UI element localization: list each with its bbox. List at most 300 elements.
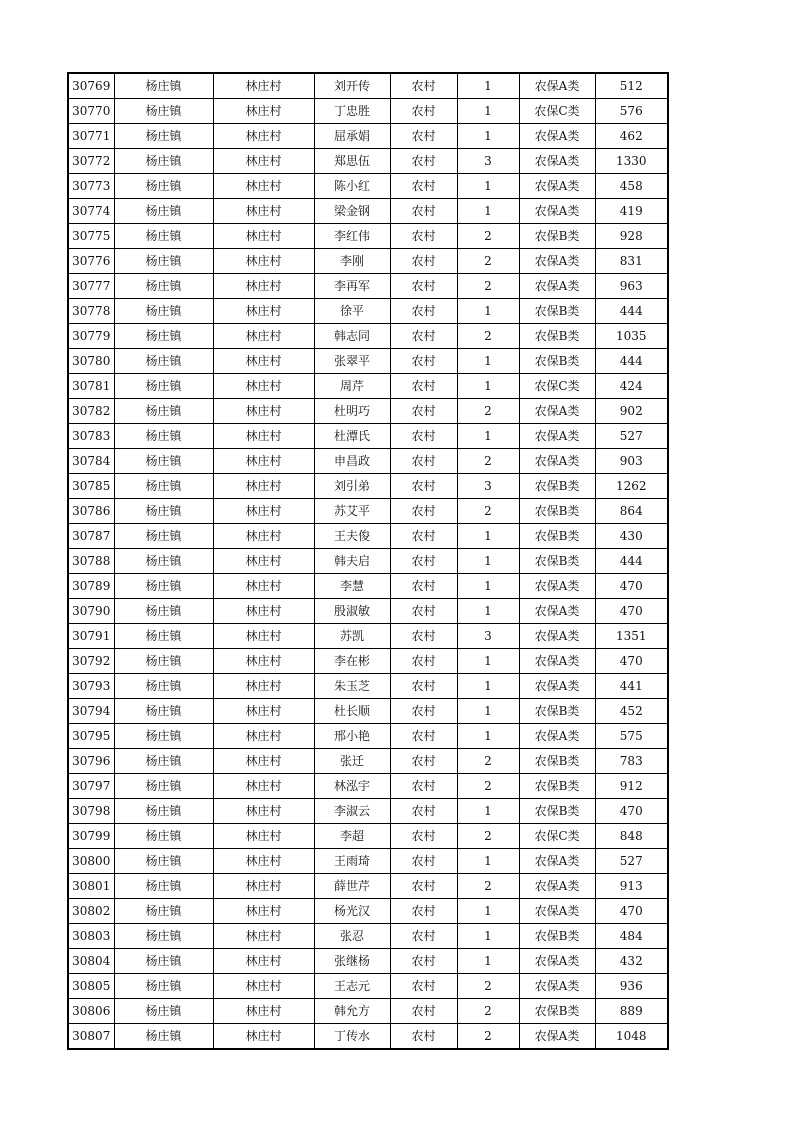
cell-record-id: 30793 [68, 674, 114, 699]
cell-household-type: 农村 [390, 649, 457, 674]
cell-household-type: 农村 [390, 924, 457, 949]
cell-insurance-category: 农保C类 [519, 374, 595, 399]
cell-member-count: 2 [457, 274, 519, 299]
table-row [68, 949, 668, 974]
cell-town: 杨庄镇 [114, 949, 213, 974]
cell-record-id: 30805 [68, 974, 114, 999]
cell-town: 杨庄镇 [114, 524, 213, 549]
cell-village: 林庄村 [213, 73, 314, 99]
cell-member-count: 2 [457, 774, 519, 799]
cell-village: 林庄村 [213, 224, 314, 249]
cell-household-type: 农村 [390, 224, 457, 249]
records-table [67, 72, 669, 1050]
cell-household-type: 农村 [390, 124, 457, 149]
cell-amount: 444 [595, 549, 668, 574]
cell-village: 林庄村 [213, 824, 314, 849]
cell-record-id: 30800 [68, 849, 114, 874]
cell-insurance-category: 农保A类 [519, 449, 595, 474]
cell-name: 王夫俊 [314, 524, 390, 549]
cell-record-id: 30788 [68, 549, 114, 574]
cell-insurance-category: 农保A类 [519, 849, 595, 874]
cell-member-count: 1 [457, 699, 519, 724]
cell-name: 刘引弟 [314, 474, 390, 499]
table-row [68, 174, 668, 199]
cell-amount: 889 [595, 999, 668, 1024]
cell-insurance-category: 农保A类 [519, 124, 595, 149]
cell-village: 林庄村 [213, 199, 314, 224]
cell-name: 韩夫启 [314, 549, 390, 574]
cell-name: 申昌政 [314, 449, 390, 474]
cell-household-type: 农村 [390, 699, 457, 724]
cell-village: 林庄村 [213, 174, 314, 199]
cell-record-id: 30802 [68, 899, 114, 924]
cell-insurance-category: 农保C类 [519, 824, 595, 849]
cell-insurance-category: 农保B类 [519, 324, 595, 349]
cell-name: 李在彬 [314, 649, 390, 674]
cell-insurance-category: 农保B类 [519, 799, 595, 824]
cell-amount: 1048 [595, 1024, 668, 1050]
cell-member-count: 2 [457, 999, 519, 1024]
cell-member-count: 1 [457, 299, 519, 324]
cell-amount: 444 [595, 299, 668, 324]
cell-town: 杨庄镇 [114, 349, 213, 374]
cell-insurance-category: 农保B类 [519, 924, 595, 949]
cell-insurance-category: 农保A类 [519, 274, 595, 299]
cell-amount: 419 [595, 199, 668, 224]
cell-amount: 936 [595, 974, 668, 999]
table-row [68, 674, 668, 699]
cell-insurance-category: 农保A类 [519, 149, 595, 174]
cell-village: 林庄村 [213, 624, 314, 649]
cell-insurance-category: 农保A类 [519, 949, 595, 974]
cell-village: 林庄村 [213, 724, 314, 749]
cell-village: 林庄村 [213, 649, 314, 674]
cell-town: 杨庄镇 [114, 274, 213, 299]
cell-record-id: 30781 [68, 374, 114, 399]
cell-member-count: 2 [457, 1024, 519, 1050]
cell-household-type: 农村 [390, 599, 457, 624]
cell-insurance-category: 农保A类 [519, 424, 595, 449]
cell-name: 丁忠胜 [314, 99, 390, 124]
cell-record-id: 30777 [68, 274, 114, 299]
cell-town: 杨庄镇 [114, 399, 213, 424]
cell-household-type: 农村 [390, 424, 457, 449]
table-row [68, 574, 668, 599]
cell-member-count: 2 [457, 324, 519, 349]
cell-town: 杨庄镇 [114, 474, 213, 499]
cell-town: 杨庄镇 [114, 624, 213, 649]
cell-record-id: 30794 [68, 699, 114, 724]
cell-town: 杨庄镇 [114, 924, 213, 949]
cell-village: 林庄村 [213, 1024, 314, 1050]
cell-amount: 462 [595, 124, 668, 149]
cell-household-type: 农村 [390, 474, 457, 499]
cell-household-type: 农村 [390, 73, 457, 99]
cell-town: 杨庄镇 [114, 699, 213, 724]
cell-record-id: 30785 [68, 474, 114, 499]
cell-record-id: 30797 [68, 774, 114, 799]
cell-town: 杨庄镇 [114, 824, 213, 849]
cell-member-count: 1 [457, 524, 519, 549]
cell-amount: 527 [595, 424, 668, 449]
cell-village: 林庄村 [213, 574, 314, 599]
table-row [68, 624, 668, 649]
cell-town: 杨庄镇 [114, 799, 213, 824]
cell-village: 林庄村 [213, 449, 314, 474]
cell-name: 王雨琦 [314, 849, 390, 874]
cell-member-count: 1 [457, 899, 519, 924]
cell-member-count: 2 [457, 249, 519, 274]
cell-village: 林庄村 [213, 799, 314, 824]
cell-amount: 470 [595, 599, 668, 624]
table-row [68, 399, 668, 424]
cell-insurance-category: 农保B类 [519, 549, 595, 574]
table-row [68, 299, 668, 324]
cell-village: 林庄村 [213, 699, 314, 724]
cell-village: 林庄村 [213, 849, 314, 874]
cell-town: 杨庄镇 [114, 974, 213, 999]
cell-amount: 441 [595, 674, 668, 699]
cell-insurance-category: 农保B类 [519, 349, 595, 374]
cell-village: 林庄村 [213, 99, 314, 124]
cell-household-type: 农村 [390, 499, 457, 524]
cell-town: 杨庄镇 [114, 999, 213, 1024]
cell-record-id: 30771 [68, 124, 114, 149]
cell-amount: 470 [595, 799, 668, 824]
cell-village: 林庄村 [213, 124, 314, 149]
cell-record-id: 30801 [68, 874, 114, 899]
cell-member-count: 1 [457, 849, 519, 874]
table-row [68, 149, 668, 174]
table-row [68, 324, 668, 349]
cell-village: 林庄村 [213, 524, 314, 549]
cell-name: 杨光汉 [314, 899, 390, 924]
table-row [68, 224, 668, 249]
cell-name: 周芹 [314, 374, 390, 399]
cell-insurance-category: 农保A类 [519, 649, 595, 674]
cell-town: 杨庄镇 [114, 1024, 213, 1050]
cell-amount: 928 [595, 224, 668, 249]
table-row [68, 724, 668, 749]
cell-member-count: 2 [457, 499, 519, 524]
cell-name: 郑思伍 [314, 149, 390, 174]
cell-village: 林庄村 [213, 924, 314, 949]
cell-amount: 913 [595, 874, 668, 899]
cell-insurance-category: 农保A类 [519, 73, 595, 99]
cell-household-type: 农村 [390, 574, 457, 599]
cell-member-count: 2 [457, 974, 519, 999]
cell-amount: 1351 [595, 624, 668, 649]
cell-amount: 864 [595, 499, 668, 524]
cell-name: 韩允方 [314, 999, 390, 1024]
cell-amount: 432 [595, 949, 668, 974]
cell-member-count: 1 [457, 124, 519, 149]
table-body [68, 73, 668, 1049]
cell-insurance-category: 农保A类 [519, 624, 595, 649]
cell-record-id: 30806 [68, 999, 114, 1024]
cell-amount: 452 [595, 699, 668, 724]
table-row [68, 124, 668, 149]
cell-name: 李超 [314, 824, 390, 849]
cell-insurance-category: 农保B类 [519, 774, 595, 799]
cell-town: 杨庄镇 [114, 574, 213, 599]
cell-household-type: 农村 [390, 799, 457, 824]
cell-village: 林庄村 [213, 974, 314, 999]
cell-insurance-category: 农保A类 [519, 724, 595, 749]
table-row [68, 99, 668, 124]
cell-record-id: 30773 [68, 174, 114, 199]
table-row [68, 274, 668, 299]
cell-town: 杨庄镇 [114, 874, 213, 899]
cell-record-id: 30784 [68, 449, 114, 474]
table-row [68, 649, 668, 674]
cell-town: 杨庄镇 [114, 449, 213, 474]
cell-member-count: 1 [457, 674, 519, 699]
cell-member-count: 2 [457, 824, 519, 849]
cell-insurance-category: 农保B类 [519, 524, 595, 549]
cell-name: 陈小红 [314, 174, 390, 199]
cell-household-type: 农村 [390, 624, 457, 649]
cell-village: 林庄村 [213, 899, 314, 924]
cell-household-type: 农村 [390, 99, 457, 124]
cell-record-id: 30778 [68, 299, 114, 324]
table-row [68, 599, 668, 624]
cell-record-id: 30775 [68, 224, 114, 249]
cell-town: 杨庄镇 [114, 224, 213, 249]
cell-town: 杨庄镇 [114, 599, 213, 624]
cell-name: 李刚 [314, 249, 390, 274]
cell-town: 杨庄镇 [114, 324, 213, 349]
table-row [68, 449, 668, 474]
cell-household-type: 农村 [390, 274, 457, 299]
cell-village: 林庄村 [213, 299, 314, 324]
cell-member-count: 3 [457, 624, 519, 649]
cell-amount: 512 [595, 73, 668, 99]
cell-name: 杜明巧 [314, 399, 390, 424]
table-row [68, 349, 668, 374]
cell-name: 殷淑敏 [314, 599, 390, 624]
table-row [68, 73, 668, 99]
cell-record-id: 30789 [68, 574, 114, 599]
cell-insurance-category: 农保A类 [519, 199, 595, 224]
cell-household-type: 农村 [390, 249, 457, 274]
cell-name: 苏凯 [314, 624, 390, 649]
cell-name: 林泓宇 [314, 774, 390, 799]
cell-amount: 1330 [595, 149, 668, 174]
cell-record-id: 30791 [68, 624, 114, 649]
cell-household-type: 农村 [390, 849, 457, 874]
cell-member-count: 1 [457, 924, 519, 949]
cell-village: 林庄村 [213, 149, 314, 174]
cell-household-type: 农村 [390, 449, 457, 474]
cell-household-type: 农村 [390, 199, 457, 224]
cell-village: 林庄村 [213, 599, 314, 624]
cell-village: 林庄村 [213, 249, 314, 274]
cell-insurance-category: 农保A类 [519, 249, 595, 274]
table-row [68, 1024, 668, 1050]
cell-record-id: 30798 [68, 799, 114, 824]
cell-amount: 430 [595, 524, 668, 549]
cell-household-type: 农村 [390, 549, 457, 574]
cell-town: 杨庄镇 [114, 124, 213, 149]
cell-amount: 484 [595, 924, 668, 949]
cell-village: 林庄村 [213, 374, 314, 399]
cell-amount: 470 [595, 649, 668, 674]
cell-town: 杨庄镇 [114, 649, 213, 674]
cell-town: 杨庄镇 [114, 674, 213, 699]
cell-amount: 576 [595, 99, 668, 124]
cell-member-count: 1 [457, 649, 519, 674]
cell-name: 王志元 [314, 974, 390, 999]
cell-village: 林庄村 [213, 499, 314, 524]
cell-amount: 470 [595, 574, 668, 599]
table-row [68, 374, 668, 399]
cell-village: 林庄村 [213, 999, 314, 1024]
cell-name: 李红伟 [314, 224, 390, 249]
cell-household-type: 农村 [390, 1024, 457, 1050]
cell-record-id: 30787 [68, 524, 114, 549]
table-row [68, 924, 668, 949]
cell-household-type: 农村 [390, 949, 457, 974]
cell-amount: 902 [595, 399, 668, 424]
cell-household-type: 农村 [390, 374, 457, 399]
cell-amount: 831 [595, 249, 668, 274]
cell-household-type: 农村 [390, 299, 457, 324]
cell-member-count: 1 [457, 374, 519, 399]
cell-amount: 470 [595, 899, 668, 924]
cell-insurance-category: 农保B类 [519, 499, 595, 524]
cell-member-count: 1 [457, 424, 519, 449]
cell-town: 杨庄镇 [114, 899, 213, 924]
cell-name: 丁传水 [314, 1024, 390, 1050]
cell-household-type: 农村 [390, 749, 457, 774]
cell-member-count: 1 [457, 73, 519, 99]
cell-member-count: 1 [457, 349, 519, 374]
cell-insurance-category: 农保A类 [519, 899, 595, 924]
table-row [68, 824, 668, 849]
cell-household-type: 农村 [390, 774, 457, 799]
cell-insurance-category: 农保B类 [519, 474, 595, 499]
cell-household-type: 农村 [390, 899, 457, 924]
table-row [68, 799, 668, 824]
cell-town: 杨庄镇 [114, 73, 213, 99]
cell-record-id: 30804 [68, 949, 114, 974]
cell-record-id: 30769 [68, 73, 114, 99]
cell-village: 林庄村 [213, 424, 314, 449]
cell-member-count: 1 [457, 199, 519, 224]
cell-insurance-category: 农保B类 [519, 749, 595, 774]
cell-member-count: 2 [457, 449, 519, 474]
table-row [68, 249, 668, 274]
cell-insurance-category: 农保A类 [519, 974, 595, 999]
cell-member-count: 2 [457, 399, 519, 424]
cell-record-id: 30790 [68, 599, 114, 624]
cell-member-count: 3 [457, 149, 519, 174]
cell-village: 林庄村 [213, 874, 314, 899]
cell-town: 杨庄镇 [114, 299, 213, 324]
cell-record-id: 30786 [68, 499, 114, 524]
cell-town: 杨庄镇 [114, 174, 213, 199]
cell-name: 韩志同 [314, 324, 390, 349]
cell-insurance-category: 农保A类 [519, 1024, 595, 1050]
cell-village: 林庄村 [213, 349, 314, 374]
cell-name: 李慧 [314, 574, 390, 599]
cell-name: 杜长顺 [314, 699, 390, 724]
table-row [68, 974, 668, 999]
cell-insurance-category: 农保A类 [519, 399, 595, 424]
cell-town: 杨庄镇 [114, 749, 213, 774]
cell-amount: 1262 [595, 474, 668, 499]
cell-record-id: 30807 [68, 1024, 114, 1050]
cell-amount: 912 [595, 774, 668, 799]
cell-record-id: 30783 [68, 424, 114, 449]
cell-insurance-category: 农保A类 [519, 599, 595, 624]
table-row [68, 849, 668, 874]
cell-household-type: 农村 [390, 874, 457, 899]
cell-member-count: 1 [457, 724, 519, 749]
table-row [68, 749, 668, 774]
cell-name: 邢小艳 [314, 724, 390, 749]
cell-insurance-category: 农保A类 [519, 874, 595, 899]
cell-town: 杨庄镇 [114, 849, 213, 874]
cell-member-count: 2 [457, 874, 519, 899]
cell-village: 林庄村 [213, 399, 314, 424]
cell-insurance-category: 农保C类 [519, 99, 595, 124]
cell-amount: 1035 [595, 324, 668, 349]
cell-member-count: 1 [457, 99, 519, 124]
cell-amount: 424 [595, 374, 668, 399]
cell-name: 杜潭氏 [314, 424, 390, 449]
cell-village: 林庄村 [213, 549, 314, 574]
table-row [68, 524, 668, 549]
table-row [68, 999, 668, 1024]
cell-record-id: 30782 [68, 399, 114, 424]
cell-insurance-category: 农保A类 [519, 174, 595, 199]
cell-town: 杨庄镇 [114, 549, 213, 574]
cell-insurance-category: 农保B类 [519, 999, 595, 1024]
cell-household-type: 农村 [390, 399, 457, 424]
table-row [68, 499, 668, 524]
cell-record-id: 30770 [68, 99, 114, 124]
cell-record-id: 30803 [68, 924, 114, 949]
cell-record-id: 30799 [68, 824, 114, 849]
cell-name: 梁金钢 [314, 199, 390, 224]
cell-village: 林庄村 [213, 949, 314, 974]
cell-village: 林庄村 [213, 324, 314, 349]
cell-town: 杨庄镇 [114, 249, 213, 274]
cell-record-id: 30774 [68, 199, 114, 224]
cell-record-id: 30795 [68, 724, 114, 749]
cell-village: 林庄村 [213, 774, 314, 799]
cell-insurance-category: 农保B类 [519, 699, 595, 724]
cell-member-count: 1 [457, 174, 519, 199]
cell-name: 张忍 [314, 924, 390, 949]
cell-amount: 903 [595, 449, 668, 474]
cell-amount: 963 [595, 274, 668, 299]
cell-name: 李再军 [314, 274, 390, 299]
cell-name: 李淑云 [314, 799, 390, 824]
table-row [68, 474, 668, 499]
cell-name: 张继杨 [314, 949, 390, 974]
cell-amount: 575 [595, 724, 668, 749]
cell-member-count: 2 [457, 224, 519, 249]
cell-member-count: 1 [457, 799, 519, 824]
cell-record-id: 30792 [68, 649, 114, 674]
cell-household-type: 农村 [390, 974, 457, 999]
cell-town: 杨庄镇 [114, 149, 213, 174]
cell-insurance-category: 农保A类 [519, 674, 595, 699]
cell-town: 杨庄镇 [114, 99, 213, 124]
